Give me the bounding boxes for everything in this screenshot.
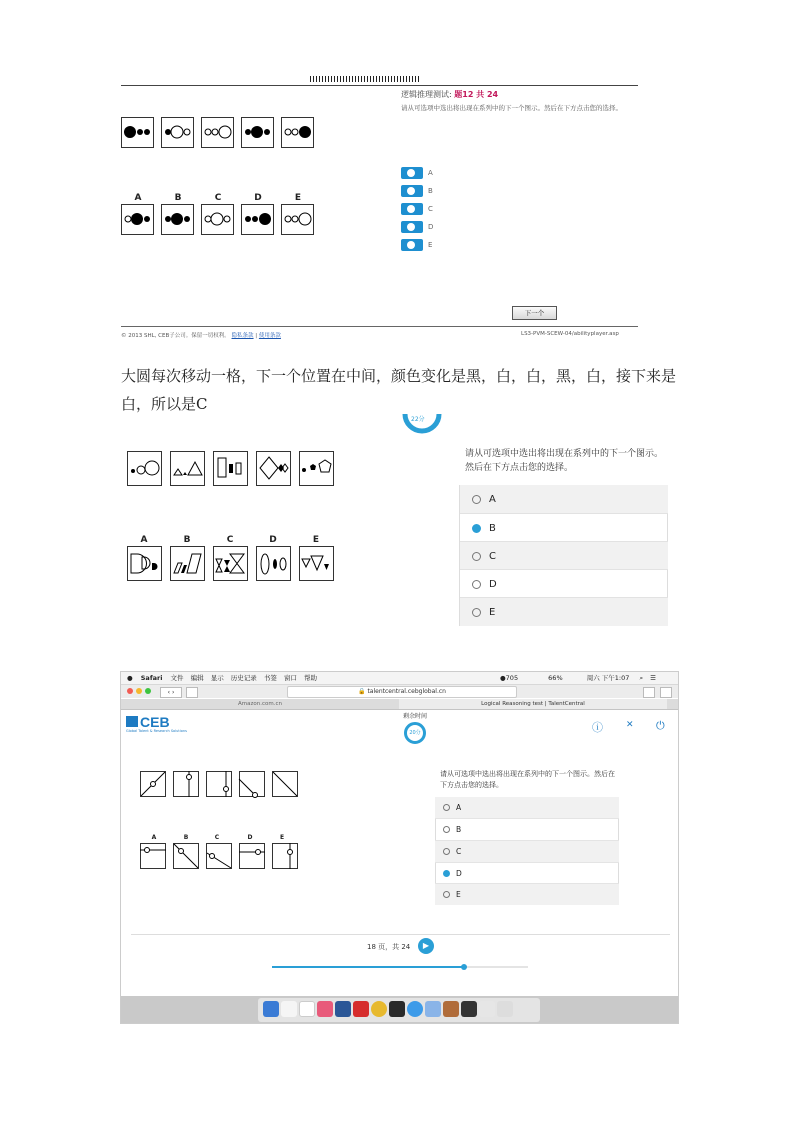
calendar-icon[interactable] [299,1001,315,1017]
progress-knob[interactable] [461,964,467,970]
answer-choices-3 [140,843,300,873]
option-d-label: D [428,223,434,231]
s2-radio-d[interactable] [472,580,481,589]
ceb-logo-icon [126,716,138,727]
address-bar[interactable] [287,686,517,698]
menu-app[interactable]: Safari [140,674,163,682]
lock-icon: 🔒 [358,688,366,695]
s3-radio-d[interactable] [443,870,450,877]
series2-frame-2 [171,452,205,486]
trash-icon[interactable] [497,1001,513,1017]
status-area [500,672,656,684]
safari-icon[interactable] [407,1001,423,1017]
app-icon[interactable] [443,1001,459,1017]
s2-option-d-label: D [489,578,497,590]
test-header: 逻辑推理测试: 题12 共 24 [401,90,499,99]
series-frame-2 [162,118,194,148]
privacy-link[interactable]: 隐私条款 [231,333,254,339]
s2-choice-c [214,547,248,581]
option-a-label: A [428,169,433,177]
progress-fill [272,966,464,968]
choice-a [122,205,154,235]
option-c-label: C [428,205,433,213]
option-e-button[interactable] [401,239,423,251]
s3-choice-c [207,844,232,869]
series3-frame-3 [207,771,232,797]
option-letter-b: B [174,193,182,203]
choice-b [162,205,194,235]
mute-icon[interactable]: ✕ [626,720,634,730]
s3-instruction: 请从可选项中选出将出现在系列中的下一个图示。然后在下方点击您的选择。 [440,770,615,789]
timer-value: 22分 [411,416,425,423]
s2-choice-e [300,547,334,581]
list-icon[interactable]: ☰ [650,674,656,682]
option-letter-a: A [134,193,142,203]
series2-frame-4 [257,452,291,486]
series3-frame-5 [273,772,298,797]
share-icon[interactable] [643,687,655,698]
s3-letter-e: E [279,834,285,841]
option-letter-c: C [214,193,222,203]
ceb-logo-sub: Global Talent & Research Solutions [126,729,187,733]
s2-radio-a[interactable] [472,495,481,504]
series3-frame-1 [141,772,166,797]
s3-choice-d [239,844,265,869]
s3-option-e[interactable] [435,883,619,905]
s2-instruction: 请从可选项中选出将出现在系列中的下一个图示。然后在下方点击您的选择。 [465,449,664,473]
s2-radio-e[interactable] [472,608,481,617]
ceb-logo: CEB [140,714,170,730]
answer-choices [121,204,321,238]
s2-choice-a [128,547,162,581]
s3-option-b-label: B [456,825,462,834]
dock-icons [263,1001,513,1017]
menu-file[interactable]: 文件 [170,674,184,682]
terminal-icon[interactable] [461,1001,477,1017]
progress-ticks [310,76,420,82]
answer-choices-2 [127,546,337,582]
battery-level: 66% [548,674,563,682]
s2-letter-d: D [269,535,277,545]
s2-option-a[interactable] [460,485,668,513]
s3-choice-e [273,843,298,869]
option-a-button[interactable] [401,167,423,179]
minimize-window-icon[interactable] [136,688,142,694]
help-icon[interactable]: ⓘ [592,721,603,734]
status-count: 705 [505,674,519,682]
terms-link[interactable]: 使用条款 [258,333,281,339]
s3-option-d-label: D [456,869,462,878]
top-rule [121,85,638,86]
option-letter-e: E [294,193,302,203]
progress-track [272,966,528,968]
menu-help[interactable]: 帮助 [304,674,318,682]
s2-option-e-label: E [489,606,496,618]
s3-option-d[interactable] [435,862,619,884]
s2-option-b[interactable] [460,513,668,542]
s3-radio-e[interactable] [443,891,450,898]
next-button[interactable]: 下一个 [512,306,557,320]
s3-option-b[interactable] [435,818,619,840]
footer-right: LS3-PVM-SCEW-04/abilityplayer.asp [521,331,619,337]
option-letter-d: D [254,193,262,203]
document-icon[interactable] [479,1001,495,1017]
youdao-icon[interactable] [353,1001,369,1017]
menu-edit[interactable]: 编辑 [190,674,204,682]
s2-choice-b [171,547,205,581]
s3-option-a[interactable] [435,797,619,818]
choice-d [242,205,274,235]
notification-icon[interactable]: ● [500,674,506,682]
footer-left: © 2013 SHL, CEB子公司。保留一切权利。 隐私条款 | 使用条款 [121,333,281,339]
option-b-label: B [428,187,433,195]
choice-c [202,205,234,235]
series-frame-4 [242,118,274,148]
menu-window[interactable]: 窗口 [283,674,297,682]
exit-icon[interactable]: ⏻ [656,719,665,732]
menu-view[interactable]: 显示 [210,674,224,682]
s2-option-c[interactable] [460,541,668,570]
series-frame-3 [202,118,234,148]
series-frame-1 [122,118,154,148]
question-series-3 [140,771,300,801]
instruction-text: 请从可选项中选出将出现在系列中的下一个图示。然后在下方点击您的选择。 [401,104,622,112]
question-series-2 [127,451,337,487]
option-d-button[interactable] [401,221,423,233]
s2-letter-a: A [140,535,148,545]
s3-option-a-label: A [456,803,462,812]
s2-option-a-label: A [489,493,496,505]
s2-option-d[interactable] [460,569,668,598]
photos-icon[interactable] [317,1001,333,1017]
series2-frame-3 [214,452,248,486]
s3-letter-a: A [151,834,157,841]
option-e-label: E [428,241,433,249]
s2-letter-c: C [226,535,234,545]
series3-frame-4 [239,772,265,798]
preview-icon[interactable] [425,1001,441,1017]
footer-rule [121,326,638,327]
s2-option-c-label: C [489,550,496,562]
menu-bookmarks[interactable]: 书签 [263,674,277,682]
series3-frame-2 [174,771,199,797]
s3-option-c[interactable] [435,840,619,862]
search-icon[interactable]: ⌕ [639,674,644,682]
next-arrow-button[interactable]: ▶ [418,938,434,954]
close-window-icon[interactable] [127,688,133,694]
s3-radio-b[interactable] [443,826,450,833]
chrome-icon[interactable] [371,1001,387,1017]
zoom-window-icon[interactable] [145,688,151,694]
tab-logical-reasoning[interactable]: Logical Reasoning test | TalentCentral [399,699,667,709]
s3-option-c-label: C [456,847,462,856]
option-c-button[interactable] [401,203,423,215]
timer-label: 剩余时间 [403,713,428,720]
tabs-icon[interactable] [660,687,672,698]
s2-radio-c[interactable] [472,552,481,561]
series2-frame-5 [300,452,334,486]
question-series [121,117,321,151]
s3-letter-d: D [247,834,253,841]
choice-e [282,205,314,235]
sidebar-toggle-icon[interactable] [186,687,198,698]
s3-choice-a [140,844,166,869]
s3-letter-b: B [183,834,189,841]
s3-letter-c: C [214,834,220,841]
s2-option-b-label: B [489,522,496,534]
clock: 周六 下午1:07 [586,674,630,682]
notes-icon[interactable] [281,1001,297,1017]
s2-radio-b[interactable] [472,524,481,533]
menu-history[interactable]: 历史记录 [230,674,257,682]
s2-option-e[interactable] [460,597,668,626]
series-frame-5 [282,118,314,148]
s3-radio-c[interactable] [443,848,450,855]
s2-choice-d [257,547,291,581]
word-icon[interactable] [335,1001,351,1017]
explanation-text: 大圆每次移动一格，下一个位置在中间，颜色变化是黑，白，白，黑，白，接下来是白，所以是C [121,367,677,413]
back-forward-icon[interactable]: ‹ › [160,687,182,698]
s2-letter-e: E [312,535,320,545]
s3-footer-divider [131,934,670,935]
option-b-button[interactable] [401,185,423,197]
finder-icon[interactable] [263,1001,279,1017]
pycharm-icon[interactable] [389,1001,405,1017]
apple-icon[interactable]: ● [127,674,133,682]
timer-ring-3: 20分 [404,722,426,744]
page-status: 18 页，共 24 [367,943,411,951]
s3-option-e-label: E [456,890,461,899]
s2-letter-b: B [183,535,191,545]
url-text: talentcentral.cebglobal.cn [367,688,446,695]
series2-frame-1 [128,452,162,486]
s3-choice-b [174,844,199,869]
tab-amazon[interactable]: Amazon.com.cn [238,701,282,707]
s3-radio-a[interactable] [443,804,450,811]
